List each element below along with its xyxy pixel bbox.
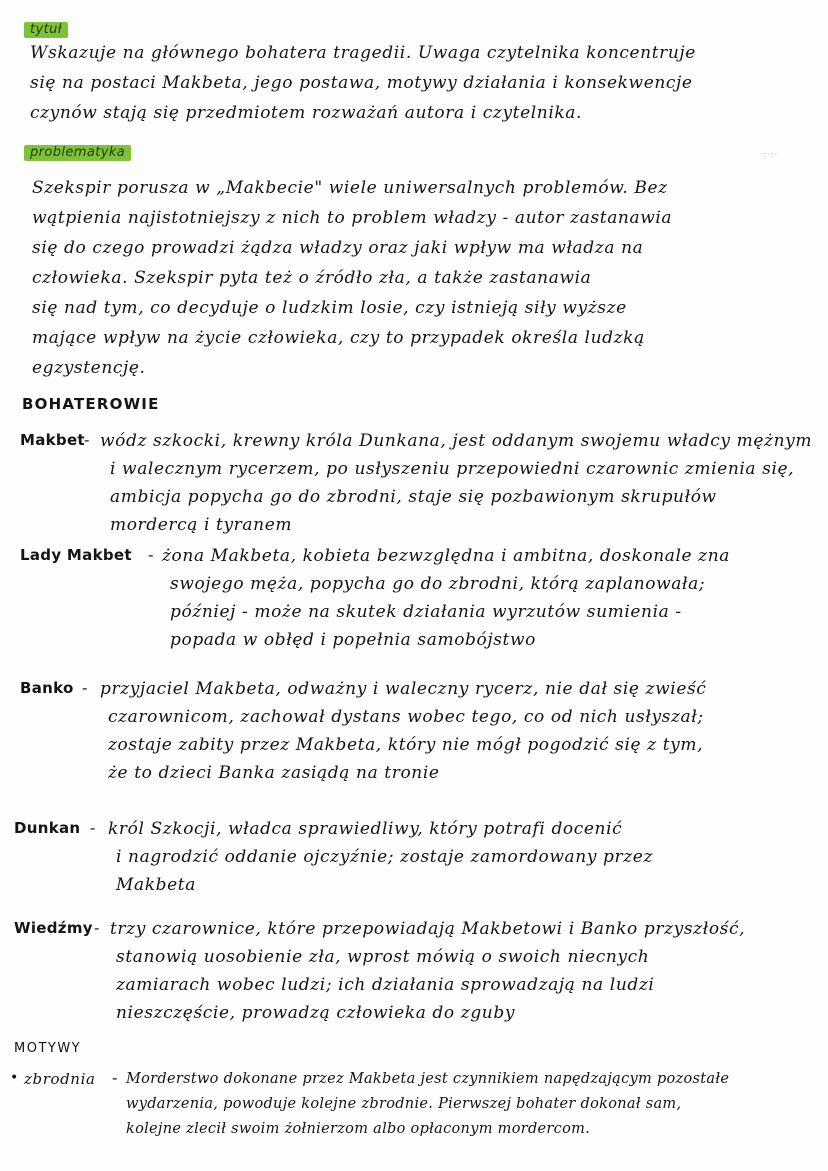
dunkan-line-2: i nagrodzić oddanie ojczyźnie; zostaje zamordowany przez — [116, 847, 654, 867]
problematyka-line-4: człowieka. Szekspir pyta też o źródło zła, a także zastanawia — [32, 268, 592, 288]
lady-makbet-line-1: żona Makbeta, kobieta bezwzględna i ambitna, doskonale zna — [162, 546, 731, 566]
heading-bohaterowie: BOHATEROWIE — [22, 395, 160, 413]
dash: - — [112, 1068, 118, 1087]
dash: - — [90, 818, 96, 837]
banko-line-1: przyjaciel Makbeta, odważny i waleczny rycerz, nie dał się zwieść — [100, 679, 707, 699]
zbrodnia-line-2: wydarzenia, powoduje kolejne zbrodnie. Pierwszej bohater dokonał sam, — [126, 1096, 682, 1112]
wiedzmy-line-3: zamiarach wobec ludzi; ich działania sprowadzają na ludzi — [116, 975, 655, 995]
ink-smudge: ·:·:· — [760, 150, 779, 159]
problematyka-line-7: egzystencję. — [32, 358, 146, 378]
character-name-dunkan: Dunkan — [14, 819, 81, 837]
lady-makbet-line-2: swojego męża, popycha go do zbrodni, którą zaplanowała; — [170, 574, 706, 594]
wiedzmy-line-1: trzy czarownice, które przepowiadają Makbetowi i Banko przyszłość, — [110, 919, 746, 939]
wiedzmy-line-2: stanowią uosobienie zła, wprost mówią o swoich niecnych — [116, 947, 650, 967]
makbet-line-3: ambicja popycha go do zbrodni, staje się pozbawionym skrupułów — [110, 487, 717, 507]
problematyka-line-3: się do czego prowadzi żądza władzy oraz jaki wpływ ma władza na — [32, 238, 644, 258]
dunkan-line-1: król Szkocji, władca sprawiedliwy, który potrafi docenić — [108, 819, 623, 839]
problematyka-line-2: wątpienia najistotniejszy z nich to problem władzy - autor zastanawia — [32, 208, 673, 228]
motyw-name-zbrodnia: zbrodnia — [24, 1070, 96, 1088]
dash: - — [84, 430, 90, 449]
tytul-line-2: się na postaci Makbeta, jego postawa, motywy działania i konsekwencje — [30, 73, 693, 93]
tytul-line-1: Wskazuje na głównego bohatera tragedii. Uwaga czytelnika koncentruje — [30, 43, 696, 63]
character-name-makbet: Makbet — [20, 431, 85, 449]
problematyka-line-5: się nad tym, co decyduje o ludzkim losie, czy istnieją siły wyższe — [32, 298, 627, 318]
lady-makbet-line-3: później - może na skutek działania wyrzutów sumienia - — [170, 602, 682, 622]
character-name-banko: Banko — [20, 679, 74, 697]
dash: - — [82, 678, 88, 697]
makbet-line-1: wódz szkocki, krewny króla Dunkana, jest oddanym swojemu władcy mężnym — [100, 431, 813, 451]
problematyka-line-1: Szekspir porusza w „Makbecie" wiele uniwersalnych problemów. Bez — [32, 178, 668, 198]
character-name-wiedzmy: Wiedźmy — [14, 919, 93, 937]
heading-motywy: MOTYWY — [14, 1041, 82, 1056]
heading-tytul: tytuł — [24, 22, 68, 38]
tytul-line-3: czynów stają się przedmiotem rozważań autora i czytelnika. — [30, 103, 583, 123]
makbet-line-4: mordercą i tyranem — [110, 515, 293, 535]
dash: - — [94, 918, 100, 937]
heading-problematyka: problematyka — [24, 145, 131, 161]
wiedzmy-line-4: nieszczęście, prowadzą człowieka do zguby — [116, 1003, 516, 1023]
dash: - — [148, 545, 154, 564]
banko-line-2: czarownicom, zachował dystans wobec tego, co od nich usłyszał; — [108, 707, 704, 727]
zbrodnia-line-3: kolejne zlecił swoim żołnierzom albo opłaconym mordercom. — [126, 1121, 591, 1137]
character-name-lady-makbet: Lady Makbet — [20, 546, 132, 564]
problematyka-line-6: mające wpływ na życie człowieka, czy to przypadek określa ludzką — [32, 328, 645, 348]
dunkan-line-3: Makbeta — [116, 875, 196, 895]
zbrodnia-line-1: Morderstwo dokonane przez Makbeta jest czynnikiem napędzającym pozostałe — [126, 1071, 730, 1087]
banko-line-4: że to dzieci Banka zasiądą na tronie — [108, 763, 440, 783]
makbet-line-2: i walecznym rycerzem, po usłyszeniu przepowiedni czarownic zmienia się, — [110, 459, 795, 479]
banko-line-3: zostaje zabity przez Makbeta, który nie mógł pogodzić się z tym, — [108, 735, 704, 755]
bullet: • — [10, 1070, 19, 1086]
lady-makbet-line-4: popada w obłęd i popełnia samobójstwo — [170, 630, 536, 650]
